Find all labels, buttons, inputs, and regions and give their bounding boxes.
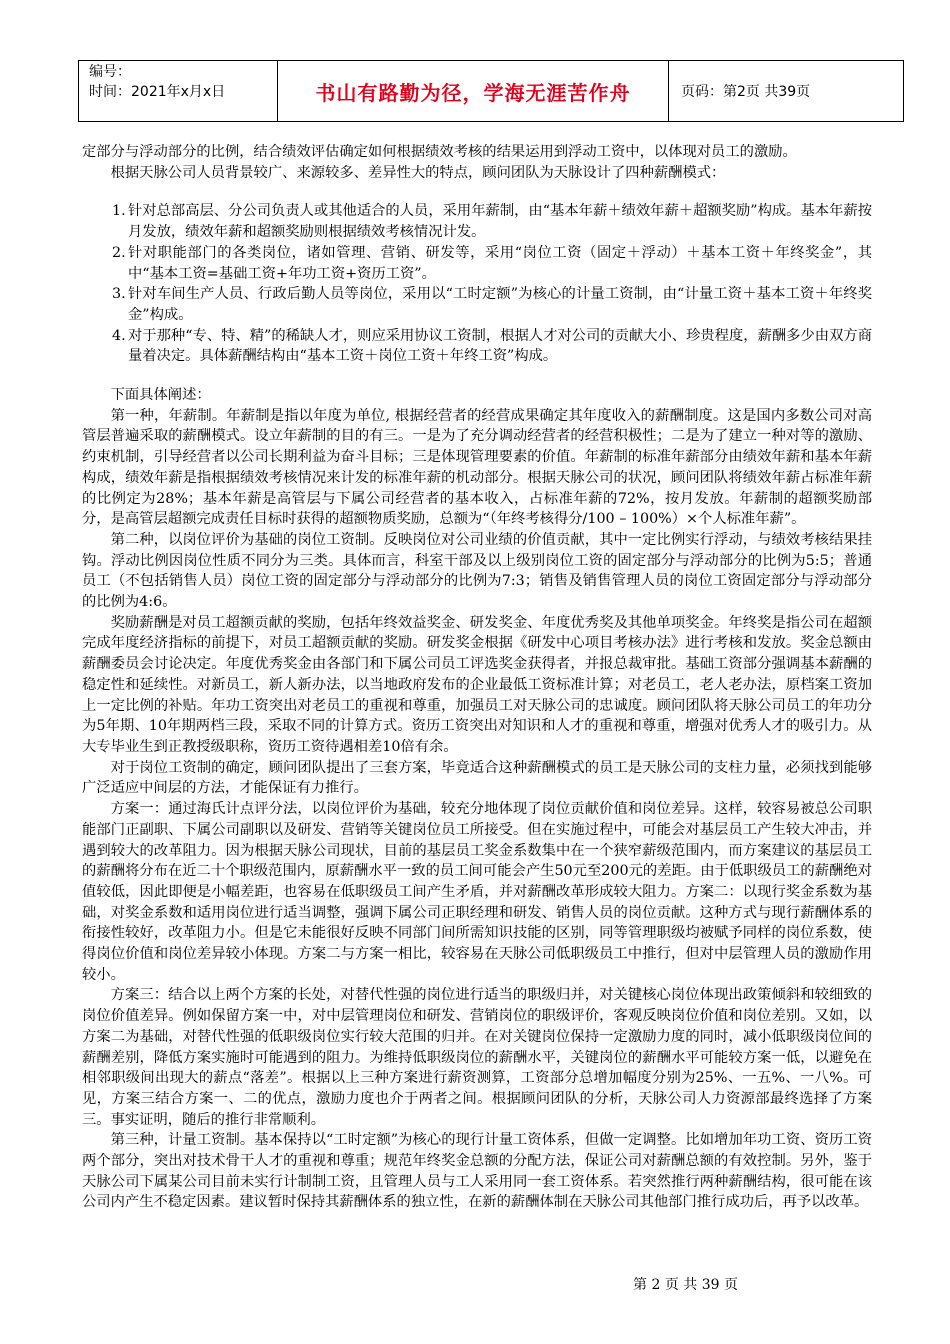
list-item bbox=[82, 243, 872, 284]
paragraph-bonus: 奖励薪酬是对员工超额贡献的奖励，包括年终效益奖金、研发奖金、年度优秀奖及其他单项奖金。年终奖是指公司在超额完成年度经济指标的前提下，对员工超额贡献的奖励。研发奖金根据《研发中心项目考核办法》进行考核和发放。奖金总额由薪酬委员会讨论决定。年度优秀奖金由各部门和下属公司员工评选奖金获得者，并报总裁审批。基础工资部分强调基本薪酬的稳定性和延续性。对新员工，新人新办法，以当地政府发布的企业最低工资标准计算；对老员工，老人老办法，原档案工资加上一定比例的补贴。年功工资突出对老员工的重视和尊重，加强员工对天脉公司的忠诚度。顾问团队将天脉公司员工的年功分为5年期、10年期两档三段，采取不同的计算方式。资历工资突出对知识和人才的重视和尊重，增强对优秀人才的吸引力。从大专毕业生到正教授级职称，资历工资待遇相差10倍有余。 bbox=[82, 614, 872, 755]
paragraph-plan-three: 方案三：结合以上两个方案的长处，对替代性强的岗位进行适当的职级归并，对关键核心岗位体现出政策倾斜和较细致的岗位价值差异。例如保留方案一中，对中层管理岗位和研发、营销岗位的职级评价，客观反映岗位价值和岗位差别。又如，以方案二为基础，对替代性强的低职级岗位实行较大范围的归并。在对关键岗位保持一定激励力度的同时，减小低职级岗位间的薪酬差别，降低方案实施时可能遇到的阻力。为维持低职级岗位的薪酬水平，关键岗位的薪酬水平可能较方案一低，以避免在相邻职级间出现大的薪点“落差”。根据以上三种方案进行薪资测算，工资部分总增加幅度分别为25%、一五%、一八%。可见，方案三结合方案一、二的优点，激励力度也介于两者之间。根据顾问团队的分析，天脉公司人力资源部最终选择了方案三。事实证明，随后的推行非常顺利。 bbox=[82, 987, 872, 1128]
list-item-number: 2. bbox=[112, 244, 126, 261]
paragraph-annual-salary: 第一种，年薪制。年薪制是指以年度为单位, 根据经营者的经营成果确定其年度收入的薪酬制度。这是国内多数公司对高管层普遍采取的薪酬模式。设立年薪制的目的有三。一是为了充分调动经营者的经营积极性；二是为了建立一种对等的激励、约束机制，引导经营者以公司长期利益为奋斗目标；三是体现管理要素的价值。年薪制的标准年薪部分由绩效年薪和基本年薪构成，绩效年薪是指根据绩效考核情况来计发的标准年薪的机动部分。根据天脉公司的状况，顾问团队将绩效年薪占标准年薪的比例定为28%；基本年薪是高管层与下属公司经营者的基本收入，占标准年薪的72%，按月发放。年薪制的超额奖励部分，是高管层超额完成责任目标时获得的超额物质奖励，总额为“（年终考核得分/100 – 100%）×个人标准年薪”。 bbox=[82, 407, 872, 528]
list-item bbox=[82, 201, 872, 242]
paragraph-piece-rate: 第三种，计量工资制。基本保持以“工时定额”为核心的现行计量工资体系，但做一定调整。比如增加年功工资、资历工资两个部分，突出对技术骨干人才的重视和尊重；规范年终奖金总额的分配方法，保证公司对薪酬总额的有效控制。另外，鉴于天脉公司下属某公司目前未实行计制制工资，且管理人员与工人采用同一套工资体系。若突然推行两种薪酬结构，很可能在该公司内产生不稳定因素。建议暂时保持其薪酬体系的独立性，在新的薪酬体制在天脉公司其他部门推行成功后，再予以改革。 bbox=[82, 1132, 872, 1211]
header-motto: 书山有路勤为径，学海无涯苦作舟 bbox=[278, 61, 669, 122]
list-item-text: 对于那种“专、特、精”的稀缺人才，则应采用协议工资制，根据人才对公司的贡献大小、珍贵程度，薪酬多少由双方商量着决定。具体薪酬结构由“基本工资＋岗位工资＋年终工资”构成。 bbox=[128, 327, 872, 365]
document-body bbox=[82, 142, 872, 1213]
list-item-text: 针对车间生产人员、行政后勤人员等岗位，采用以“工时定额”为核心的计量工资制，由“计量工资＋基本工资＋年终奖金”构成。 bbox=[128, 286, 872, 323]
list-item-text: 针对职能部门的各类岗位，诸如管理、营销、研发等，采用“岗位工资（固定＋浮动）＋基本工资＋年终奖金”，其中“基本工资=基础工资+年功工资+资历工资”。 bbox=[128, 244, 872, 282]
paragraph-plan-one-two: 方案一：通过海氏计点评分法，以岗位评价为基础，较充分地体现了岗位贡献价值和岗位差异。这样，较容易被总公司职能部门正副职、下属公司副职以及研发、营销等关键岗位员工所接受。但在实施过程中，可能会对基层员工产生较大冲击，并遇到较大的改革阻力。因为根据天脉公司现状，目前的基层员工奖金系数集中在一个狭窄薪级范围内，而方案建议的基层员工的薪酬将分布在近二十个职级范围内，原薪酬水平一致的员工间可能会产生50元至200元的差距。由于低职级员工的薪酬绝对值较低，因此即便是小幅差距，也容易在低职级员工间产生矛盾，并对薪酬改革形成较大阻力。方案二：以现行奖金系数为基础，对奖金系数和适用岗位进行适当调整，强调下属公司正职经理和研发、销售人员的岗位贡献。这种方式与现行薪酬体系的衔接性较好，改革阻力小。但是它未能很好反映不同部门间所需知识技能的区别，同等管理职级均被赋予同样的岗位系数，使得岗位价值和岗位差异较小体现。方案二与方案一相比，较容易在天脉公司低职级员工中推行，但对中层管理人员的激励作用较小。 bbox=[82, 801, 872, 983]
document-time-label: 时间：2021年x月x日 bbox=[89, 84, 226, 100]
list-item-number: 3. bbox=[112, 286, 126, 303]
page-footer: 第 2 页 共 39 页 bbox=[633, 1277, 738, 1293]
list-item-number: 1. bbox=[112, 203, 126, 220]
paragraph-position-salary: 第二种，以岗位评价为基础的岗位工资制。反映岗位对公司业绩的价值贡献，其中一定比例实行浮动，与绩效考核结果挂钩。浮动比例因岗位性质不同分为三类。具体而言，科室干部及以上级别岗位工资的固定部分与浮动部分的比例为5:5；普通员工（不包括销售人员）岗位工资的固定部分与浮动部分的比例为7:3；销售及销售管理人员的岗位工资固定部分与浮动部分的比例为4:6。 bbox=[82, 531, 872, 611]
paragraph-continuation: 定部分与浮动部分的比例，结合绩效评估确定如何根据绩效考核的结果运用到浮动工资中，以体现对员工的激励。 bbox=[82, 144, 797, 160]
paragraph-intro: 根据天脉公司人员背景较广、来源较多、差异性大的特点，顾问团队为天脉设计了四种薪酬模式： bbox=[110, 164, 726, 181]
list-item bbox=[82, 284, 872, 325]
document-number-label: 编号： bbox=[89, 64, 131, 80]
header-meta-cell bbox=[79, 61, 278, 122]
list-item-text: 针对总部高层、分公司负责人或其他适合的人员，采用年薪制，由“基本年薪＋绩效年薪＋超额奖励”构成。基本年薪按月发放，绩效年薪和超额奖励则根据绩效考核情况计发。 bbox=[128, 203, 872, 241]
paragraph-detail-heading: 下面具体阐述： bbox=[110, 387, 211, 404]
paragraph-position-plans: 对于岗位工资制的确定，顾问团队提出了三套方案，毕竟适合这种薪酬模式的员工是天脉公司的支柱力量，必须找到能够广泛适应中间层的方法，才能保证有力推行。 bbox=[82, 759, 872, 797]
list-item-number: 4. bbox=[112, 327, 126, 344]
list-item bbox=[82, 326, 872, 367]
page-header-table bbox=[78, 60, 904, 122]
salary-mode-list bbox=[82, 201, 872, 367]
header-page-info: 页码：第2页 共39页 bbox=[669, 61, 904, 122]
